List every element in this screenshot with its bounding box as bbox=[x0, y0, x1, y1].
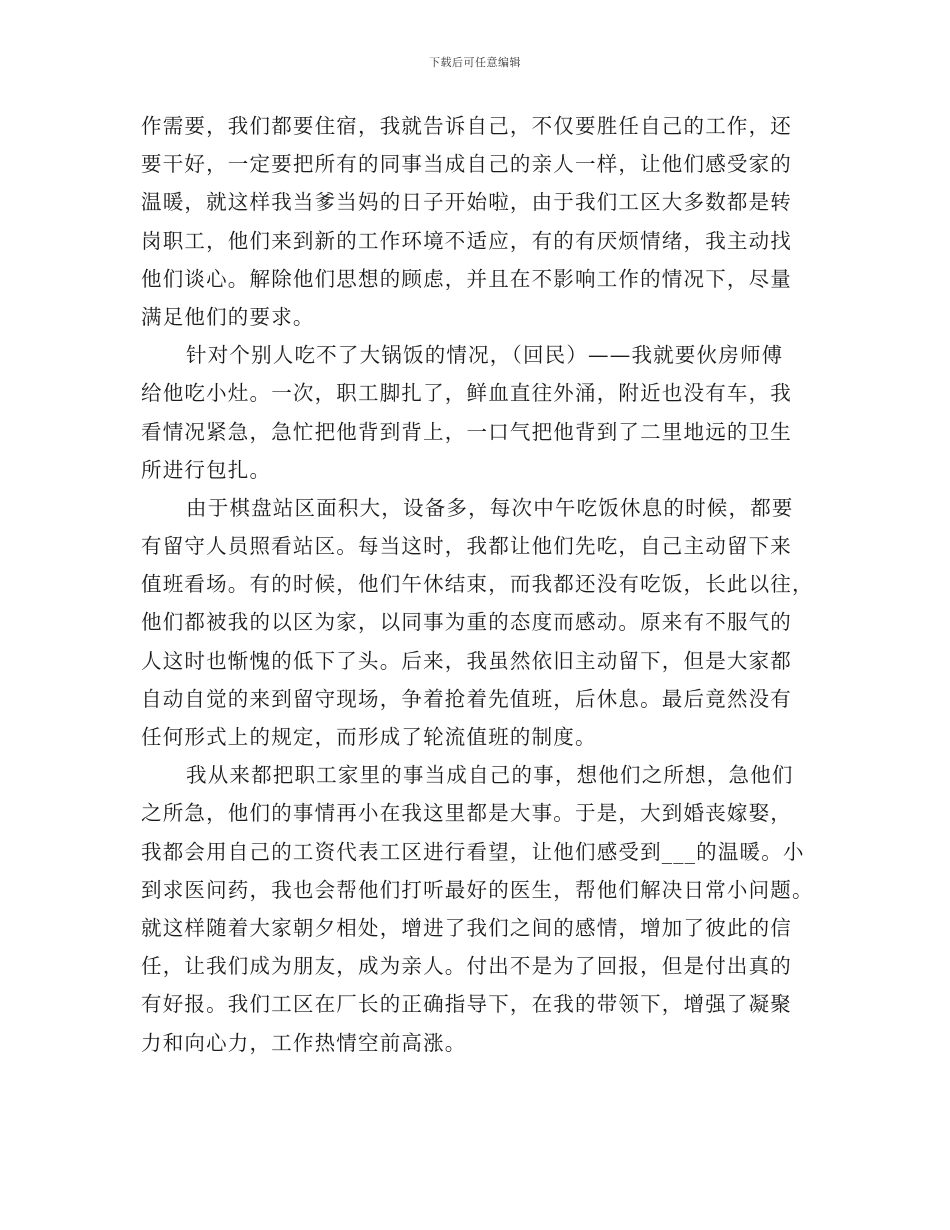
text-line: 给他吃小灶。一次，职工脚扎了，鲜血直往外涌，附近也没有车，我 bbox=[141, 381, 792, 406]
paragraph-start-line: 由于棋盘站区面积大，设备多，每次中午吃饭休息的时候，都要 bbox=[186, 495, 794, 520]
text-line: 任何形式上的规定，而形成了轮流值班的制度。 bbox=[141, 725, 597, 749]
body-text bbox=[141, 107, 821, 1062]
text-line: 之所急，他们的事情再小在我这里都是大事。于是，大到婚丧嫁娶， bbox=[141, 801, 792, 826]
paragraph-start-line: 我从来都把职工家里的事当成自己的事，想他们之所想，急他们 bbox=[186, 763, 794, 788]
text-line: 看情况紧急，急忙把他背到背上，一口气把他背到了二里地远的卫生 bbox=[141, 419, 792, 444]
text-line: 人这时也惭愧的低下了头。后来，我虽然依旧主动留下，但是大家都 bbox=[141, 648, 792, 673]
text-line: 力和向心力，工作热情空前高涨。 bbox=[141, 1030, 467, 1055]
text-line: 有好报。我们工区在厂长的正确指导下，在我的带领下，增强了凝聚 bbox=[141, 992, 792, 1017]
text-line: 到求医问药，我也会帮他们打听最好的医生，帮他们解决日常小问题。 bbox=[141, 877, 814, 902]
text-line: 值班看场。有的时候，他们午休结束，而我都还没有吃饭，长此以往， bbox=[141, 572, 814, 597]
text-line: 作需要，我们都要住宿，我就告诉自己，不仅要胜任自己的工作，还 bbox=[141, 114, 792, 138]
text-line: 我都会用自己的工资代表工区进行看望，让他们感受到___的温暖。小 bbox=[141, 839, 805, 864]
text-line: 要干好，一定要把所有的同事当成自己的亲人一样，让他们感受家的 bbox=[141, 152, 792, 177]
text-line: 自动自觉的来到留守现场，争着抢着先值班，后休息。最后竟然没有 bbox=[141, 686, 792, 711]
text-line: 就这样随着大家朝夕相处，增进了我们之间的感情，增加了彼此的信 bbox=[141, 915, 792, 940]
paragraph-start-line: 针对个别人吃不了大锅饭的情况，（回民）——我就要伙房师傅 bbox=[186, 343, 784, 368]
text-line: 岗职工，他们来到新的工作环境不适应，有的有厌烦情绪，我主动找 bbox=[141, 228, 792, 253]
text-line: 满足他们的要求。 bbox=[141, 304, 315, 329]
text-line: 他们谈心。解除他们思想的顾虑，并且在不影响工作的情况下，尽量 bbox=[141, 266, 792, 291]
text-line: 温暖，就这样我当爹当妈的日子开始啦，由于我们工区大多数都是转 bbox=[141, 190, 792, 215]
text-line: 有留守人员照看站区。每当这时，我都让他们先吃，自己主动留下来 bbox=[141, 534, 792, 559]
text-line: 所进行包扎。 bbox=[141, 457, 272, 482]
text-line: 他们都被我的以区为家，以同事为重的态度而感动。原来有不服气的 bbox=[141, 610, 792, 635]
page-header: 下载后可任意编辑 bbox=[429, 56, 521, 69]
text-line: 任，让我们成为朋友，成为亲人。付出不是为了回报，但是付出真的 bbox=[141, 954, 792, 979]
